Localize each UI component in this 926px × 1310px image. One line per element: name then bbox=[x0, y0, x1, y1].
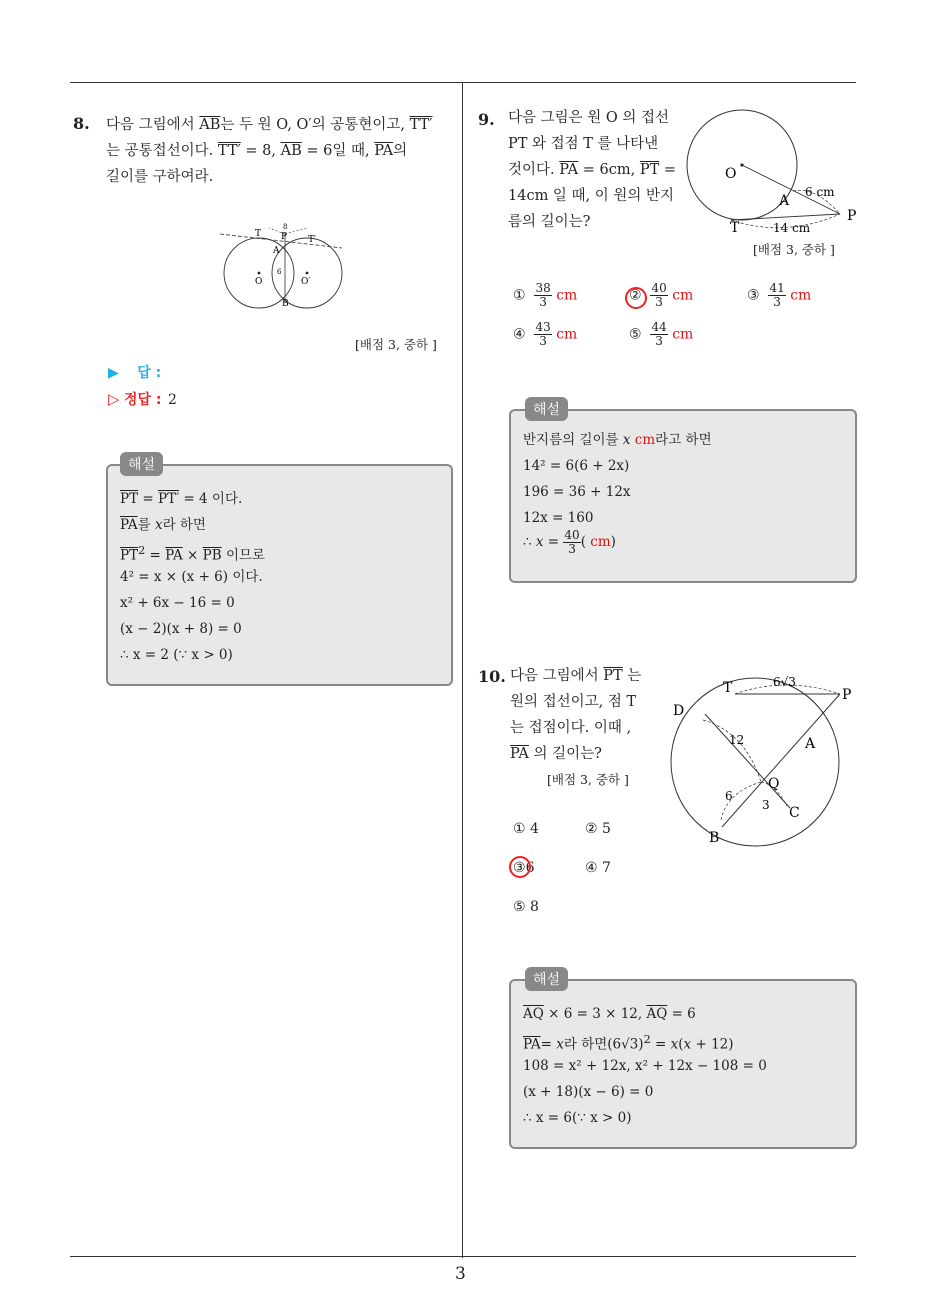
q10-solution-box bbox=[509, 972, 857, 1149]
q10-solution-line-5: ∴ x = 6(∵ x > 0) bbox=[523, 1110, 632, 1126]
q9-solution-line-4: 12x = 160 bbox=[523, 510, 594, 526]
q9-label-O: O bbox=[725, 166, 737, 182]
q10-label-6root3: 6√3 bbox=[773, 675, 796, 689]
q8-label-A: A bbox=[273, 246, 280, 256]
q9-selected-circle-icon bbox=[625, 287, 647, 309]
q8-solution-line-7: ∴ x = 2 (∵ x > 0) bbox=[120, 647, 233, 663]
q10-option-5[interactable]: ⑤ 8 bbox=[513, 899, 539, 915]
q9-label-6cm: 6 cm bbox=[805, 185, 835, 199]
q8-number: 8. bbox=[73, 114, 90, 133]
q9-label-14cm: 14 cm bbox=[773, 221, 811, 234]
q10-option-4[interactable]: ④ 7 bbox=[585, 860, 611, 876]
q8-answer-row bbox=[108, 362, 161, 382]
q9-solution-line-2: 14² = 6(6 + 2x) bbox=[523, 458, 630, 474]
q9-solution-title: 해설 bbox=[525, 397, 568, 421]
q8-correct-row bbox=[108, 389, 177, 409]
q10-option-1[interactable]: ① 4 bbox=[513, 821, 539, 837]
q9-solution-line-1: 반지름의 길이를 x cm라고 하면 bbox=[523, 432, 712, 448]
q9-label-P: P bbox=[847, 208, 857, 224]
q8-solution-line-3: $\overline{PT}^2 = \overline{PA} \times \overline{PB}$ 이므로 bbox=[120, 544, 266, 564]
q9-solution-line-5: ∴ x = $\frac{40}{3}$ ( cm) bbox=[523, 528, 616, 556]
q10-solution-title: 해설 bbox=[525, 967, 568, 991]
q9-mark: [배점 3, 중하 ] bbox=[753, 242, 835, 257]
q9-option-2[interactable]: ② $\frac{40}{3}$ cm bbox=[629, 281, 694, 309]
q10-solution-line-4: (x + 18)(x − 6) = 0 bbox=[523, 1084, 654, 1100]
column-divider bbox=[462, 82, 463, 1258]
bottom-rule bbox=[70, 1256, 856, 1257]
q8-label-O2: O′ bbox=[301, 277, 311, 287]
q10-text: 다음 그림에서 $\overline{PT}$ 는 원의 접선이고, 점 T 는 접점이다. 이때 , $\overline{PA}$ 의 길이는? bbox=[510, 668, 642, 762]
q8-label-T2: T′ bbox=[308, 235, 317, 245]
q10-label-B: B bbox=[709, 830, 720, 846]
q10-label-T: T bbox=[723, 680, 733, 696]
q8-label-P: P bbox=[281, 232, 288, 242]
q9-text: 다음 그림은 원 O 의 접선 PT 와 접점 T 를 나타낸 것이다. $\overline{PA} = 6cm$, $\overline{PT}$ = 14cm 일 때, 이 원의 반지 름의 길이는? bbox=[508, 110, 677, 230]
q8-text: 다음 그림에서 $\overline{AB}$는 두 원 O, O′의 공통현이고, TT′ 는 공통접선이다. TT′ = 8, $\overline{AB} = 6$일 때, $\overline{PA}$의 길이를 구하여라. bbox=[106, 117, 433, 185]
q10-label-3: 3 bbox=[762, 798, 770, 812]
q9-solution-line-3: 196 = 36 + 12x bbox=[523, 484, 631, 500]
q10-label-C: C bbox=[789, 805, 800, 821]
q10-solution-line-1: $\overline{AQ} \times 6 = 3 \times 12$, $\overline{AQ} = 6$ bbox=[523, 1006, 696, 1022]
q8-label-T: T bbox=[255, 229, 262, 239]
q8-solution-box bbox=[106, 457, 453, 686]
play-icon: ▶ bbox=[108, 365, 119, 381]
q8-mark: [배점 3, 중하 ] bbox=[355, 337, 437, 352]
q10-solution-line-3: 108 = x² + 12x, x² + 12x − 108 = 0 bbox=[523, 1058, 767, 1074]
q10-option-3[interactable]: ③6 bbox=[513, 860, 535, 876]
q8-solution-title: 해설 bbox=[120, 452, 163, 476]
q10-number: 10. bbox=[478, 667, 506, 686]
q9-label-T: T bbox=[730, 220, 740, 234]
q10-option-2[interactable]: ② 5 bbox=[585, 821, 611, 837]
q10-solution-line-2: $\overline{PA}= x$라 하면$(6√3)^2 = x(x + 12)$ bbox=[523, 1033, 734, 1053]
triangle-outline-icon: ▷ bbox=[108, 390, 120, 408]
page-number: 3 bbox=[455, 1264, 466, 1284]
q8-solution-line-6: (x − 2)(x + 8) = 0 bbox=[120, 621, 242, 637]
q8-solution-line-5: x² + 6x − 16 = 0 bbox=[120, 595, 235, 611]
q9-option-3[interactable]: ③ $\frac{41}{3}$ cm bbox=[747, 281, 812, 309]
q10-selected-circle-icon bbox=[509, 856, 531, 878]
q8-label-6: 6 bbox=[277, 268, 282, 276]
q9-option-5[interactable]: ⑤ $\frac{44}{3}$ cm bbox=[629, 320, 694, 348]
q8-diagram bbox=[215, 218, 345, 310]
q10-label-Q: Q bbox=[768, 776, 780, 792]
q9-diagram bbox=[685, 108, 865, 234]
q8-solution-line-4: 4² = x × (x + 6) 이다. bbox=[120, 569, 263, 585]
q9-option-1[interactable]: ① $\frac{38}{3}$ cm bbox=[513, 281, 578, 309]
q8-label-8: 8 bbox=[283, 223, 288, 231]
q10-diagram bbox=[665, 672, 865, 852]
q10-label-P: P bbox=[842, 687, 852, 703]
q9-label-A: A bbox=[779, 193, 790, 209]
q9-option-4[interactable]: ④ $\frac{43}{3}$ cm bbox=[513, 320, 578, 348]
q10-label-6: 6 bbox=[725, 789, 733, 803]
q10-label-D: D bbox=[673, 703, 685, 719]
q10-mark: [배점 3, 중하 ] bbox=[547, 772, 629, 787]
q8-correct-value: 2 bbox=[167, 392, 177, 408]
q8-label-O: O bbox=[255, 277, 263, 287]
top-rule bbox=[70, 82, 856, 83]
q9-solution-box bbox=[509, 402, 857, 583]
q8-correct-label: 정답 : bbox=[124, 392, 162, 408]
q8-label-B: B bbox=[282, 299, 289, 309]
q9-number: 9. bbox=[478, 110, 495, 129]
q8-solution-line-2: $\overline{PA}$를 x라 하면 bbox=[120, 517, 206, 533]
q8-solution-line-1: $\overline{PT} = PT' = 4$ 이다. bbox=[120, 491, 243, 507]
q10-label-12: 12 bbox=[729, 733, 745, 747]
q10-label-A: A bbox=[805, 736, 816, 752]
q8-answer-label: 답 : bbox=[137, 365, 162, 381]
